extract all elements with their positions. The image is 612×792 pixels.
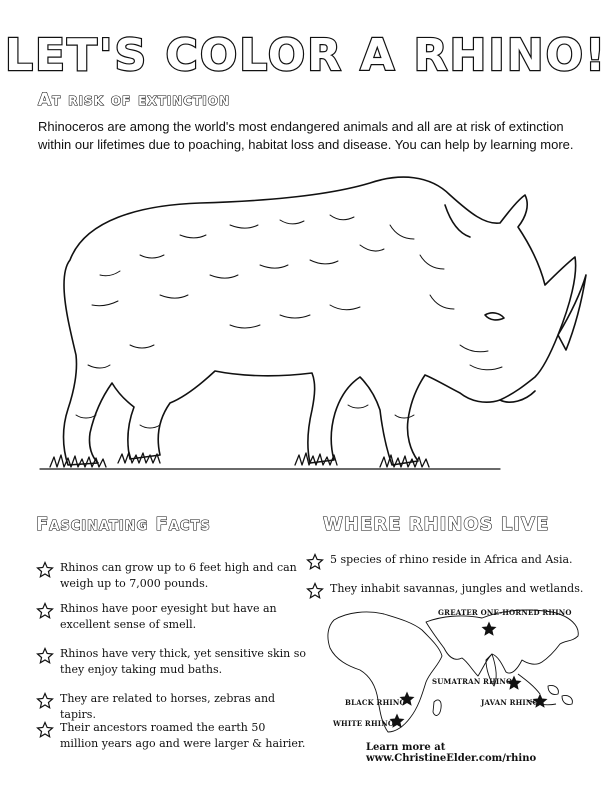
fact-text: Rhinos have very thick, yet sensitive skin so they enjoy taking mud baths. [60, 647, 307, 676]
rhino-illustration [30, 165, 590, 505]
star-outline-icon [306, 582, 324, 600]
subtitle: At risk of extinction [38, 90, 230, 110]
africa-asia-map [322, 600, 584, 735]
star-outline-icon [36, 721, 54, 739]
fact-item [36, 646, 306, 678]
facts-heading: Fascinating Facts [36, 514, 211, 535]
where-text: They inhabit savannas, jungles and wetlands. [330, 582, 584, 595]
learn-more-text: Learn more at www.ChristineElder.com/rhino [366, 742, 537, 764]
where-text: 5 species of rhino reside in Africa and Asia. [330, 553, 573, 566]
fact-item [36, 560, 306, 592]
map-label-white: WHITE RHINO [333, 719, 395, 728]
star-outline-icon [36, 561, 54, 579]
star-outline-icon [36, 692, 54, 710]
fact-text: Rhinos can grow up to 6 feet high and can weigh up to 7,000 pounds. [60, 561, 297, 590]
page-title: LET'S COLOR A RHINO! [4, 30, 608, 81]
fact-text: They are related to horses, zebras and tapirs. [60, 692, 276, 721]
star-filled-icon [482, 622, 497, 636]
where-item [306, 552, 596, 571]
map-label-sumatran: SUMATRAN RHINO [432, 677, 513, 686]
map-label-javan: JAVAN RHINO [481, 698, 539, 707]
fact-item [36, 601, 306, 633]
fact-item [36, 720, 306, 752]
intro-paragraph: Rhinoceros are among the world's most endangered animals and all are at risk of extinction within our lifetimes due to poaching, habitat loss and disease. You can help by learning more. [38, 119, 574, 152]
star-outline-icon [36, 602, 54, 620]
map-label-greater: GREATER ONE-HORNED RHINO [438, 608, 572, 617]
star-outline-icon [306, 553, 324, 571]
star-outline-icon [36, 647, 54, 665]
fact-text: Their ancestors roamed the earth 50 million years ago and were larger & hairier. [60, 721, 306, 750]
fact-item [36, 691, 306, 723]
where-item [306, 581, 596, 600]
fact-text: Rhinos have poor eyesight but have an excellent sense of smell. [60, 602, 277, 631]
map-label-black: BLACK RHINO [345, 698, 406, 707]
where-heading: WHERE RHINOS LIVE [323, 514, 550, 535]
